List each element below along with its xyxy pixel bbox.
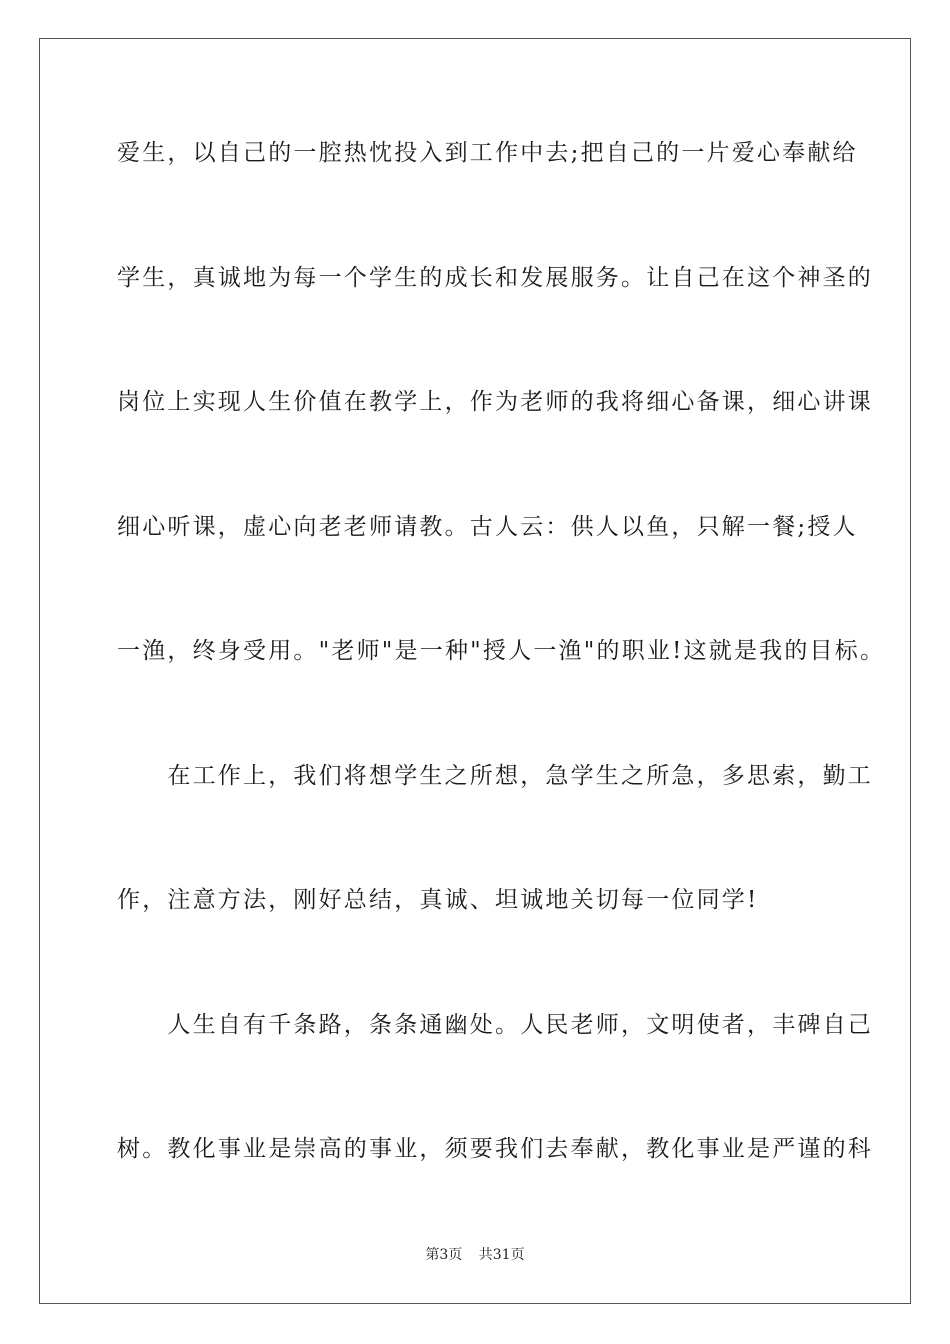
page-number: 第3页 <box>425 1247 463 1263</box>
page-border <box>39 38 911 1304</box>
body-text-line: 岗位上实现人生价值在教学上，作为老师的我将细心备课，细心讲课 <box>117 389 873 415</box>
body-text-line: 细心听课，虚心向老老师请教。古人云：供人以鱼，只解一餐;授人 <box>117 514 858 540</box>
page-footer <box>0 1246 950 1264</box>
body-text-line: 在工作上，我们将想学生之所想，急学生之所急，多思索，勤工 <box>117 763 873 789</box>
body-text-line: 爱生，以自己的一腔热忱投入到工作中去;把自己的一片爱心奉献给 <box>117 140 858 166</box>
body-text-line: 人生自有千条路，条条通幽处。人民老师，文明使者，丰碑自己 <box>117 1012 873 1038</box>
body-text-line: 作，注意方法，刚好总结，真诚、坦诚地关切每一位同学! <box>117 887 759 913</box>
body-text-line: 树。教化事业是崇高的事业，须要我们去奉献，教化事业是严谨的科 <box>117 1136 873 1162</box>
body-text-line: 一渔，终身受用。"老师"是一种"授人一渔"的职业!这就是我的目标。 <box>117 638 886 664</box>
total-pages: 共31页 <box>478 1247 525 1263</box>
body-text-line: 学生，真诚地为每一个学生的成长和发展服务。让自己在这个神圣的 <box>117 265 873 291</box>
